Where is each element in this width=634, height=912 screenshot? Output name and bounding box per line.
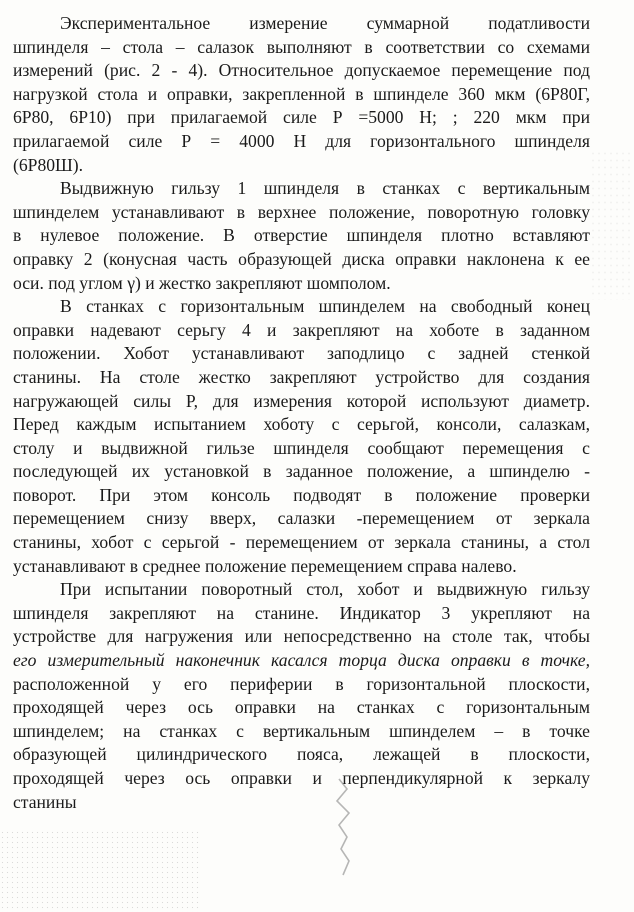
text-line: его измерительный наконечник касался торца диска оправки в точке, xyxy=(13,650,590,671)
text-line: При испытании поворотный стол, хобот и выдвижную гильзу xyxy=(60,579,590,600)
text-line: (6Р80Ш). xyxy=(13,154,84,175)
scan-artifact-mark xyxy=(325,775,365,885)
text-line: последующей их установкой в заданное положение, а шпинделю - xyxy=(13,461,590,482)
text-line: положении. Хобот устанавливают заподлицо с задней стенкой xyxy=(13,343,590,364)
text-line: измерений (рис. 2 - 4). Относительное допускаемое перемещение под xyxy=(13,60,590,81)
text-line: устанавливают в среднее положение перемещением справа налево. xyxy=(13,555,517,576)
text-line: Перед каждым испытанием хоботу с серьгой, консоли, салазкам, xyxy=(13,414,590,435)
text-line: станины, хобот с серьгой - перемещением от зеркала станины, а стол xyxy=(13,532,590,553)
text-line: оси. под углом γ) и жестко закрепляют шомполом. xyxy=(13,272,391,293)
text-line: нагружающей силы P, для измерения которой используют диаметр. xyxy=(13,390,590,411)
text-line: проходящей через ось оправки и перпендикулярной к зеркалу xyxy=(13,768,590,788)
text-line: нагрузкой стола и оправки, закрепленной в шпинделе 360 мкм (6Р80Г, xyxy=(13,83,590,104)
text-line: станины. На столе жестко закрепляют устройство для создания xyxy=(13,366,590,387)
scan-noise xyxy=(590,150,634,300)
text-line: перемещением снизу вверх, салазки -перемещением от зеркала xyxy=(13,508,590,529)
text-line: устройстве для нагружения или непосредственно на столе так, чтобы xyxy=(13,626,590,647)
text-line: 6Р80, 6Р10) при прилагаемой силе Р =5000 Н; ; 220 мкм при xyxy=(13,107,590,128)
paragraph-2 xyxy=(13,177,590,295)
text-line: шпинделя закрепляют на станине. Индикатор 3 укрепляют на xyxy=(13,602,590,623)
text-line: расположенной у его периферии в горизонтальной плоскости, xyxy=(13,673,590,694)
paragraph-4 xyxy=(13,578,590,814)
text-line: шпинделя – стола – салазок выполняют в соответствии со схемами xyxy=(13,36,590,57)
text-line: прилагаемой силе Р = 4000 Н для горизонтального шпинделя xyxy=(13,130,590,151)
paragraph-3 xyxy=(13,295,590,578)
text-line: Экспериментальное измерение суммарной податливости xyxy=(60,13,590,33)
text-line: поворот. При этом консоль подводят в положение проверки xyxy=(13,484,590,505)
text-line: шпинделем устанавливают в верхнее положение, поворотную головку xyxy=(13,201,590,222)
paragraph-1 xyxy=(13,12,590,177)
text-line: станины xyxy=(13,791,77,812)
text-line: оправки надевают серьгу 4 и закрепляют на хоботе в заданном xyxy=(13,319,590,340)
text-line: проходящей через ось оправки на станках с горизонтальным xyxy=(13,697,590,718)
text-line: столу и выдвижной гильзе шпинделя сообщают перемещения с xyxy=(13,437,590,458)
scan-noise xyxy=(0,830,200,912)
text-line: образующей цилиндрического пояса, лежащей в плоскости, xyxy=(13,744,590,765)
text-line: шпинделем; на станках с вертикальным шпинделем – в точке xyxy=(13,720,590,741)
document-page xyxy=(13,12,590,814)
text-line: в нулевое положение. В отверстие шпинделя плотно вставляют xyxy=(13,225,590,246)
text-line: оправку 2 (конусная часть образующей диска оправки наклонена к ее xyxy=(13,248,590,269)
text-line: В станках с горизонтальным шпинделем на свободный конец xyxy=(60,296,590,317)
text-line: Выдвижную гильзу 1 шпинделя в станках с вертикальным xyxy=(60,178,590,199)
